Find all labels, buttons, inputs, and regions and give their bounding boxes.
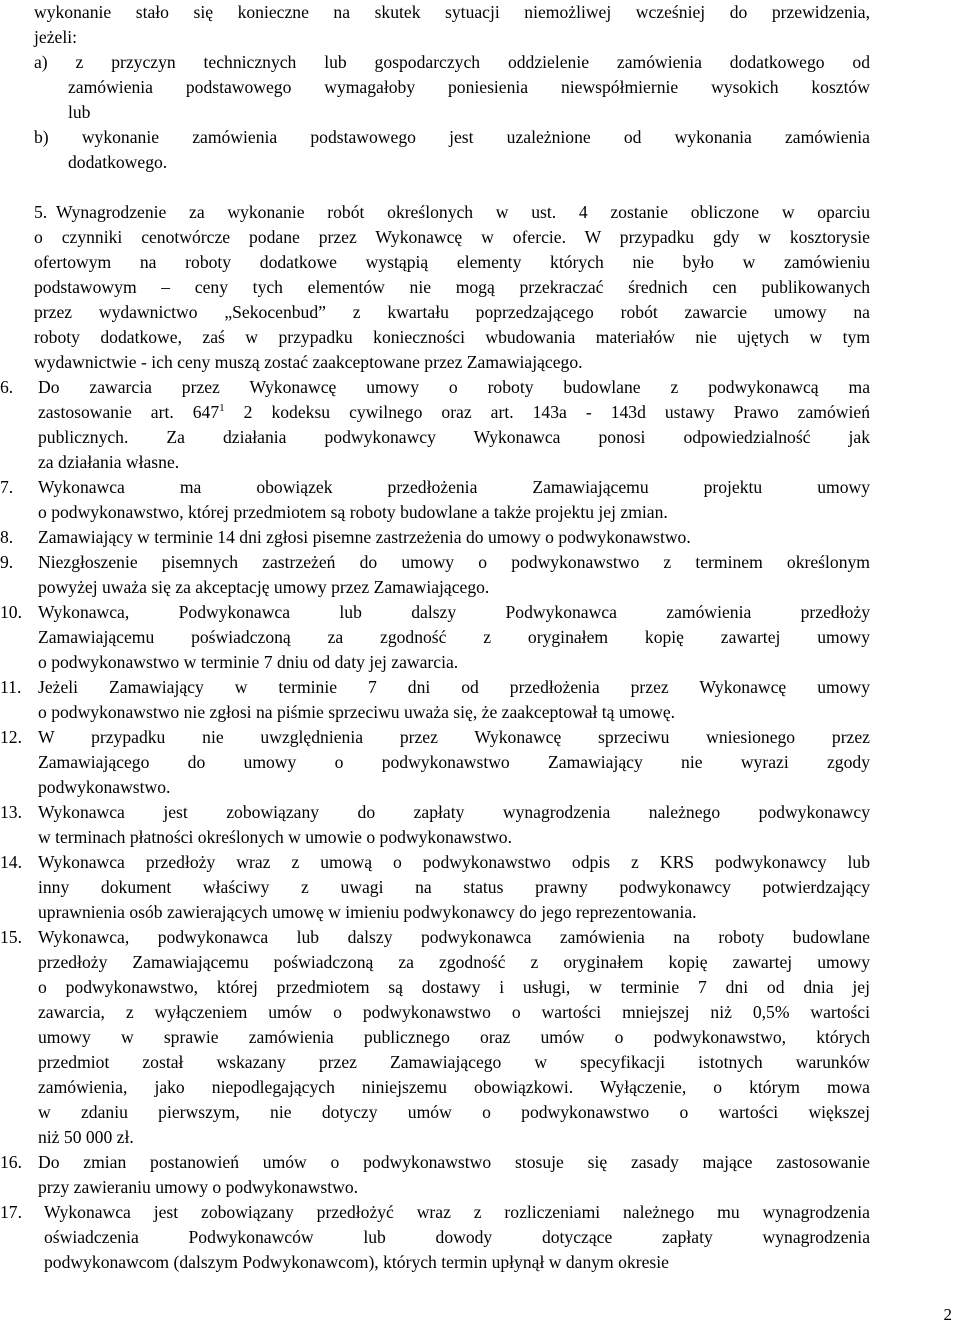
item-number: 6. — [0, 377, 14, 397]
item-text-line: roboty dodatkowe, zaś w przypadku konieczności wbudowania materiałów nie ujętych w tym — [34, 327, 870, 347]
item-text-line: uprawnienia osób zawierających umowę w imieniu podwykonawcy do jego reprezentowania. — [38, 902, 697, 922]
item-text-line: Niezgłoszenie pisemnych zastrzeżeń do umowy o podwykonawstwo z terminem określonym — [38, 552, 870, 572]
item-text-line: o podwykonawstwo w terminie 7 dniu od daty jej zawarcia. — [38, 652, 459, 672]
item-number: 14. — [0, 852, 22, 872]
item-text-line: Wykonawca, Podwykonawca lub dalszy Podwykonawca zamówienia przedłoży — [38, 602, 870, 622]
item-text-line: Wynagrodzenie za wykonanie robót określonych w ust. 4 zostanie obliczone w oparciu — [56, 202, 870, 222]
item-text-line: o czynniki cenotwórcze podane przez Wykonawcę w ofercie. W przypadku gdy w kosztorysie — [34, 227, 870, 247]
item-text-line: publicznych. Za działania podwykonawcy Wykonawca ponosi odpowiedzialność jak — [38, 427, 870, 447]
intro-point-a-cont: lub — [68, 102, 91, 122]
item-text-line: podstawowym – ceny tych elementów nie mogą przekraczać średnich cen publikowanych — [34, 277, 870, 297]
item-text-line: umowy w sprawie zamówienia publicznego oraz umów o podwykonawstwo, których — [38, 1027, 870, 1047]
item-text-line: o podwykonawstwo nie zgłosi na piśmie sprzeciwu uważa się, że zaakceptował tą umowę. — [38, 702, 676, 722]
item-text-line: ofertowym na roboty dodatkowe wystąpią elementy których nie było w zamówieniu — [34, 252, 870, 272]
item-text-line — [38, 400, 870, 425]
superscript: 1 — [219, 402, 225, 415]
item-text-line: Zamawiającego do umowy o podwykonawstwo Zamawiający nie wyrazi zgody — [38, 752, 870, 772]
text-segment: 2 kodeksu cywilnego oraz art. 143a - 143d ustawy Prawo zamówień — [224, 402, 870, 422]
text-segment: zastosowanie art. 647 — [38, 402, 220, 422]
page-number: 2 — [943, 1305, 952, 1324]
item-text-line: Wykonawca, podwykonawca lub dalszy podwykonawca zamówienia na roboty budowlane — [38, 927, 870, 947]
item-text-line: o podwykonawstwo, której przedmiotem są roboty budowlane a także projektu jej zmian. — [38, 502, 668, 522]
item-number: 13. — [0, 802, 22, 822]
item-text-line: Wykonawca jest zobowiązany do zapłaty wynagrodzenia należnego podwykonawcy — [38, 802, 870, 822]
item-text-line: Do zawarcia przez Wykonawcę umowy o roboty budowlane z podwykonawcą ma — [38, 377, 870, 397]
item-text-line: inny dokument właściwy z uwagi na status prawny podwykonawcy potwierdzający — [38, 877, 870, 897]
item-text-line: o podwykonawstwo, której przedmiotem są dostawy i usługi, w terminie 7 dni od dnia jej — [38, 977, 870, 997]
item-text-line: zawarcia, z wyłączeniem umów o podwykonawstwo o wartości mniejszej niż 0,5% wartości — [38, 1002, 870, 1022]
item-text-line: Jeżeli Zamawiający w terminie 7 dni od przedłożenia przez Wykonawcę umowy — [38, 677, 870, 697]
item-text-line: wydawnictwie - ich ceny muszą zostać zaakceptowane przez Zamawiającego. — [34, 352, 583, 372]
item-number: 16. — [0, 1152, 22, 1172]
item-text-line: w terminach płatności określonych w umowie o podwykonawstwo. — [38, 827, 512, 847]
item-text-line: powyżej uważa się za akceptację umowy przez Zamawiającego. — [38, 577, 490, 597]
item-text-line: przy zawieraniu umowy o podwykonawstwo. — [38, 1177, 359, 1197]
item-number: 15. — [0, 927, 22, 947]
intro-point-b: b) wykonanie zamówienia podstawowego jest uzależnione od wykonania zamówienia — [34, 127, 870, 147]
item-text-line: Do zmian postanowień umów o podwykonawstwo stosuje się zasady mające zastosowanie — [38, 1152, 870, 1172]
item-number: 9. — [0, 552, 14, 572]
item-text-line: Wykonawca przedłoży wraz z umową o podwykonawstwo odpis z KRS podwykonawcy lub — [38, 852, 870, 872]
item-text-line: niż 50 000 zł. — [38, 1127, 134, 1147]
item-text-line: oświadczenia Podwykonawców lub dowody dotyczące zapłaty wynagrodzenia — [44, 1227, 870, 1247]
item-text-line: za działania własne. — [38, 452, 180, 472]
intro-point-a: a) z przyczyn technicznych lub gospodarczych oddzielenie zamówienia dodatkowego od — [34, 52, 870, 72]
item-text-line: zamówienia, jako niepodlegających niniejszemu obowiązkowi. Wyłączenie, o którym mowa — [38, 1077, 870, 1097]
intro-line: wykonanie stało się konieczne na skutek sytuacji niemożliwej wcześniej do przewidzenia, — [34, 2, 870, 22]
intro-line: jeżeli: — [34, 27, 77, 47]
item-text-line: podwykonawcom (dalszym Podwykonawcom), których termin upłynął w danym okresie — [44, 1252, 669, 1272]
item-text-line: Wykonawca jest zobowiązany przedłożyć wraz z rozliczeniami należnego mu wynagrodzenia — [44, 1202, 870, 1222]
item-text-line: W przypadku nie uwzględnienia przez Wykonawcę sprzeciwu wniesionego przez — [38, 727, 870, 747]
item-number: 5. — [34, 202, 48, 222]
item-number: 17. — [0, 1202, 22, 1222]
item-text-line: Zamawiającemu poświadczoną za zgodność z oryginałem kopię zawartej umowy — [38, 627, 870, 647]
item-text-line: Wykonawca ma obowiązek przedłożenia Zamawiającemu projektu umowy — [38, 477, 870, 497]
intro-point-b-cont: dodatkowego. — [68, 152, 168, 172]
item-number: 10. — [0, 602, 22, 622]
item-text-line: przedmiot został wskazany przez Zamawiającego w specyfikacji istotnych warunków — [38, 1052, 870, 1072]
item-text-line: Zamawiający w terminie 14 dni zgłosi pisemne zastrzeżenia do umowy o podwykonawstwo. — [38, 527, 691, 547]
item-number: 8. — [0, 527, 14, 547]
item-number: 11. — [0, 677, 22, 697]
item-number: 7. — [0, 477, 14, 497]
item-text-line: przedłoży Zamawiającemu poświadczoną za zgodność z oryginałem kopię zawartej umowy — [38, 952, 870, 972]
item-text-line: przez wydawnictwo „Sekocenbud” z kwartału poprzedzającego robót zawarcie umowy na — [34, 302, 870, 322]
item-text-line: podwykonawstwo. — [38, 777, 171, 797]
item-text-line: w zdaniu pierwszym, nie dotyczy umów o podwykonawstwo o wartości większej — [38, 1102, 870, 1122]
intro-point-a-cont: zamówienia podstawowego wymagałoby poniesienia niewspółmiernie wysokich kosztów — [68, 77, 870, 97]
item-number: 12. — [0, 727, 22, 747]
